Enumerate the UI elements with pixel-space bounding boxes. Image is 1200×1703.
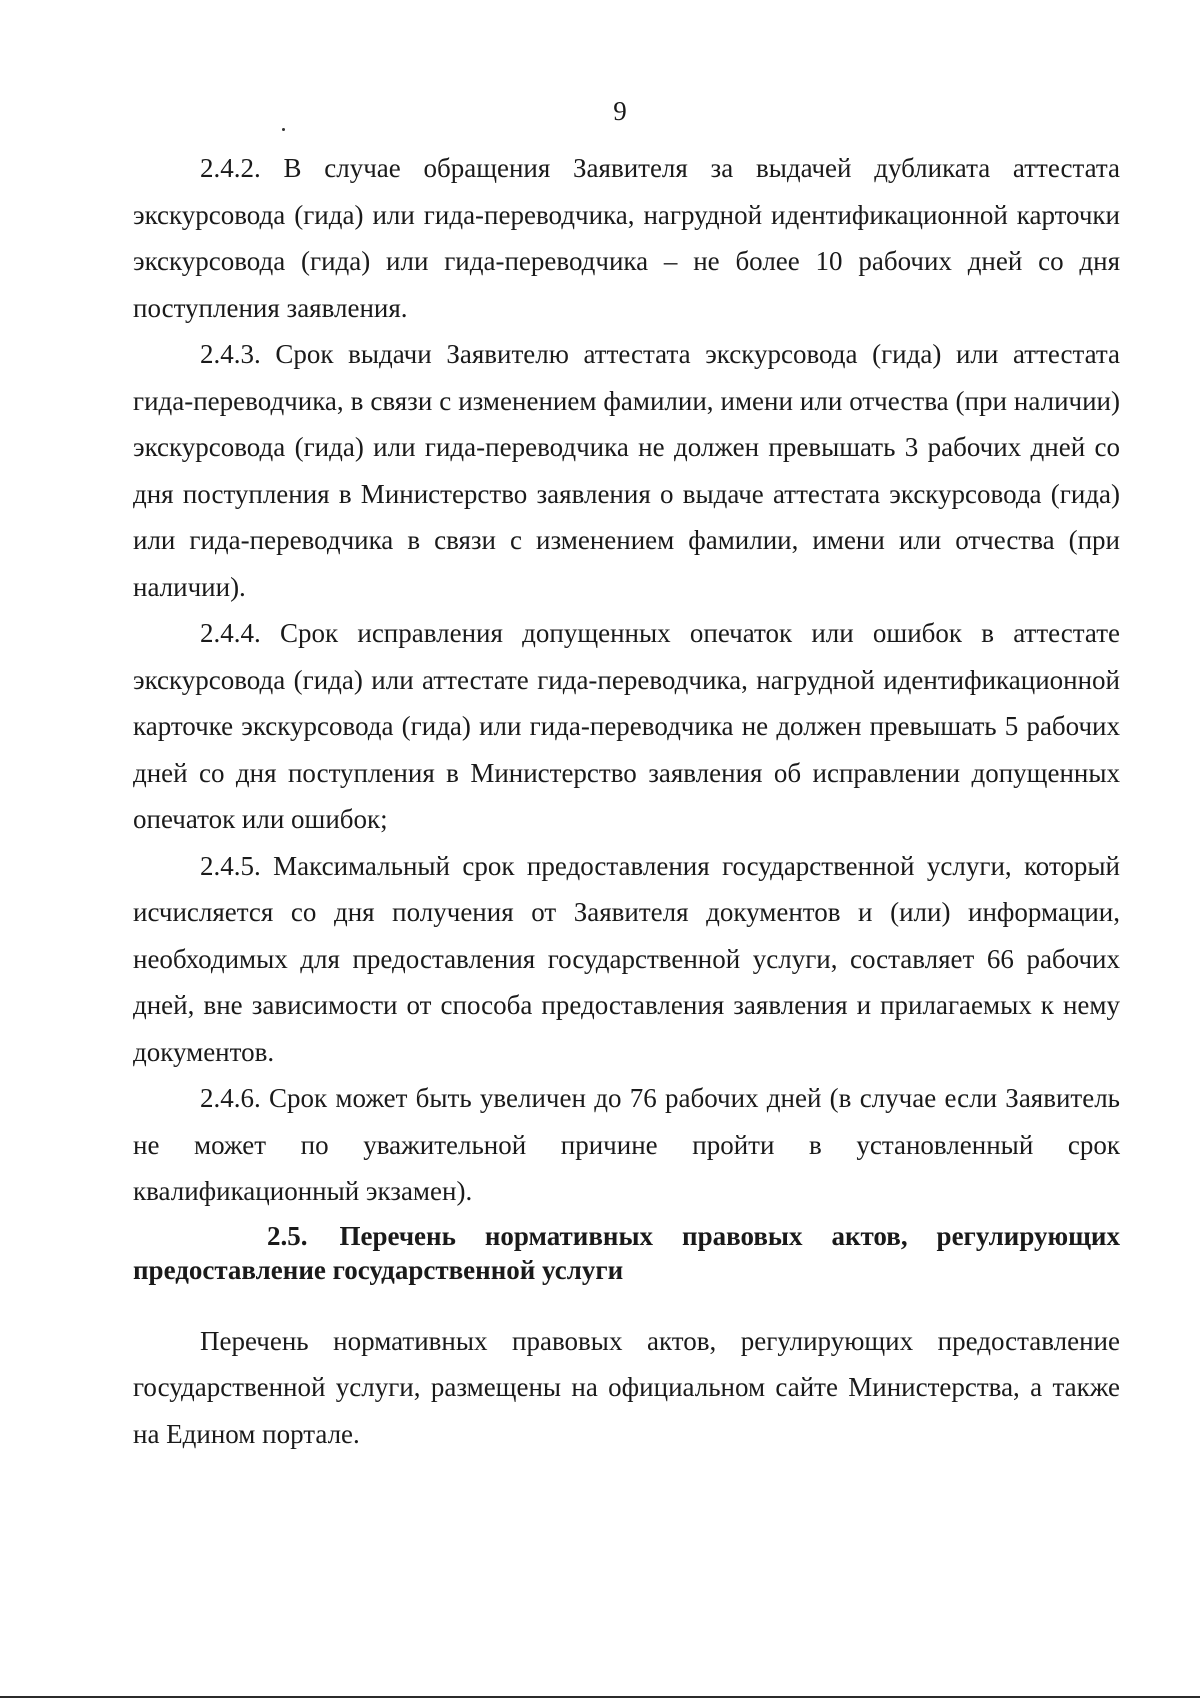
document-body (133, 145, 1120, 1457)
paragraph-2-4-3: 2.4.3. Срок выдачи Заявителю аттестата экскурсовода (гида) или аттестата гида-переводчика, в связи с изменением фамилии, имени или отчества (при наличии) экскурсовода (гида) или гида-переводчика не должен превышать 3 рабочих дней со дня поступления в Министерство заявления о выдаче аттестата экскурсовода (гида) или гида-переводчика в связи с изменением фамилии, имени или отчества (при наличии). (133, 339, 1120, 602)
section-heading-2-5 (133, 1219, 1120, 1287)
paragraph-2-5-body: Перечень нормативных правовых актов, регулирующих предоставление государственной услуги, размещены на официальном сайте Министерства, а также на Едином портале. (133, 1325, 1120, 1449)
page-number: 9 (613, 96, 627, 126)
paragraph-2-4-5: 2.4.5. Максимальный срок предоставления государственной услуги, который исчисляется со дня получения от Заявителя документов и (или) информации, необходимых для предоставления государственной услуги, составляет 66 рабочих дней, вне зависимости от способа предоставления заявления и прилагаемых к нему документов. (133, 850, 1120, 1067)
section-number: 2.5. (267, 1220, 308, 1251)
paragraph-2-4-2: 2.4.2. В случае обращения Заявителя за выдачей дубликата аттестата экскурсовода (гида) или гида-переводчика, нагрудной идентификационной карточки экскурсовода (гида) или гида-переводчика – не более 10 рабочих дней со дня поступления заявления. (133, 153, 1120, 323)
section-title: Перечень нормативных правовых актов, регулирующих предоставление государственной услуги (133, 1220, 1120, 1285)
paragraph-2-4-6: 2.4.6. Срок может быть увеличен до 76 рабочих дней (в случае если Заявитель не может по уважительной причине пройти в установленный срок квалификационный экзамен). (133, 1083, 1120, 1206)
scan-artifact-dot (282, 128, 285, 131)
scan-edge-line (0, 1696, 1200, 1698)
paragraph-2-4-4: 2.4.4. Срок исправления допущенных опечаток или ошибок в аттестате экскурсовода (гида) или аттестате гида-переводчика, нагрудной идентификационной карточке экскурсовода (гида) или гида-переводчика не должен превышать 5 рабочих дней со дня поступления в Министерство заявления об исправлении допущенных опечаток или ошибок; (133, 618, 1120, 834)
